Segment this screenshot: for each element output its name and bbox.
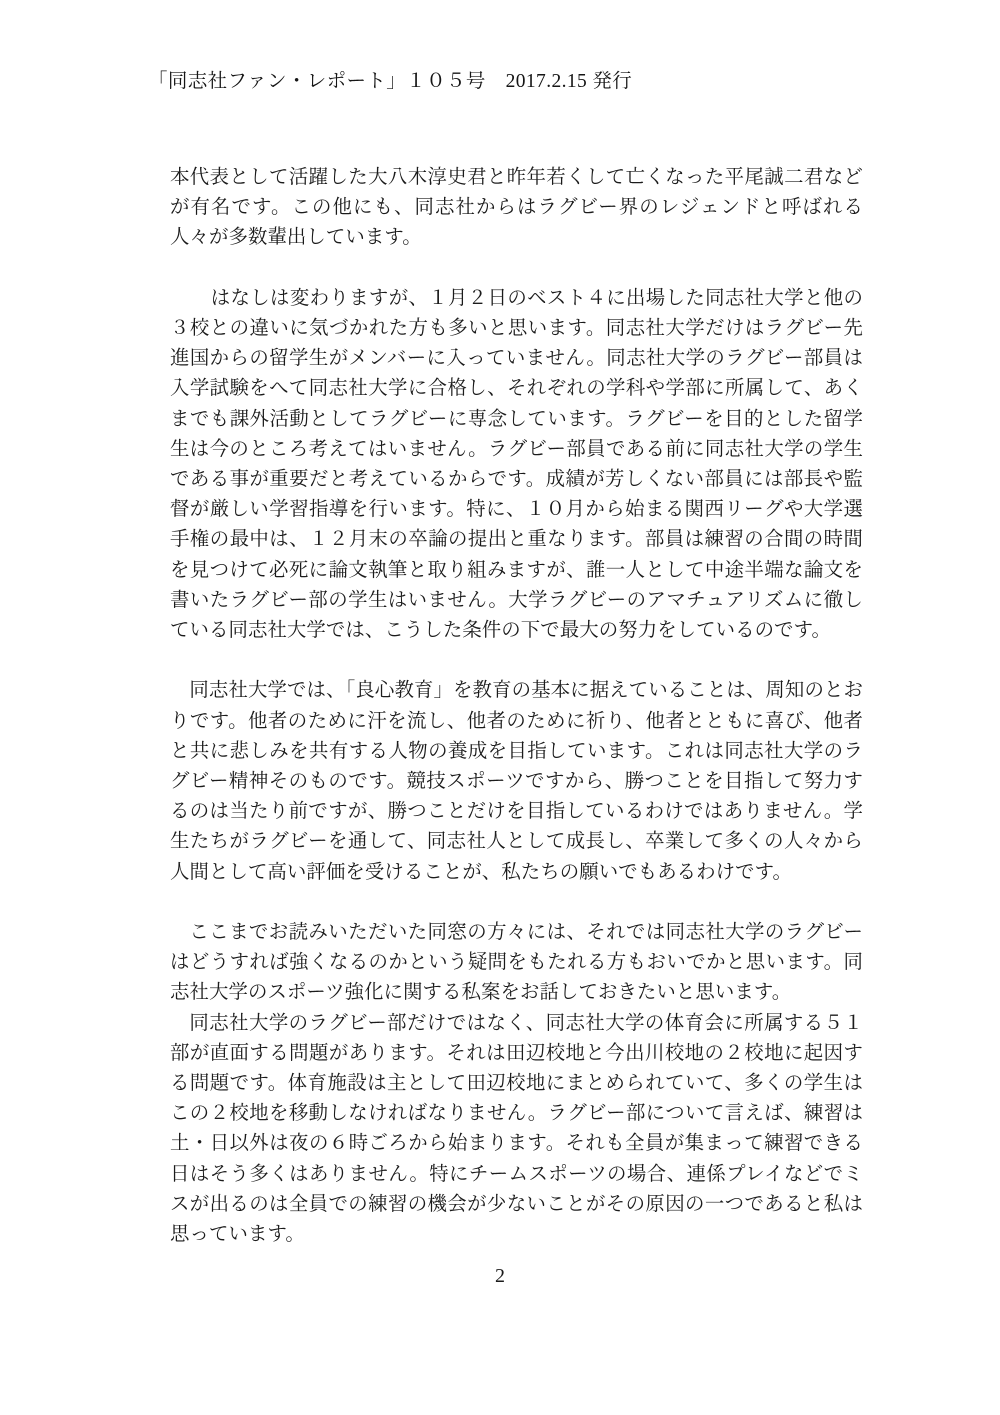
body-text-block [170, 163, 863, 1250]
paragraph-4: ここまでお読みいただいた同窓の方々には、それでは同志社大学のラグビーはどうすれば強くなるのかという疑問をもたれる方もおいでかと思います。同志社大学のスポーツ強化に関する私案をお話しておきたいと思います。 [170, 922, 863, 1004]
paragraph-3: 同志社大学では、「良心教育」を教育の基本に据えていることは、周知のとおりです。他者のために汗を流し、他者のために祈り、他者とともに喜び、他者と共に悲しみを共有する人物の養成を目指しています。これは同志社大学のラグビー精神そのものです。競技スポーツですから、勝つことを目指して努力するのは当たり前ですが、勝つことだけを目指しているわけではありません。学生たちがラグビーを通して、同志社人として成長し、卒業して多くの人々から人間として高い評価を受けることが、私たちの願いでもあるわけです。 [170, 680, 863, 883]
paragraph-5: 同志社大学のラグビー部だけではなく、同志社大学の体育会に所属する５１部が直面する問題があります。それは田辺校地と今出川校地の２校地に起因する問題です。体育施設は主として田辺校地にまとめられていて、多くの学生はこの２校地を移動しなければなりません。ラグビー部について言えば、練習は土・日以外は夜の６時ごろから始まります。それも全員が集まって練習できる日はそう多くはありません。特にチームスポーツの場合、連係プレイなどでミスが出るのは全員での練習の機会が少ないことがその原因の一つであると私は思っています。 [170, 1012, 863, 1246]
document-header: 「同志社ファン・レポート」１０５号 2017.2.15 発行 [148, 71, 633, 92]
paragraph-2: はなしは変わりますが、１月２日のベスト４に出場した同志社大学と他の３校との違いに気づかれた方も多いと思います。同志社大学だけはラグビー先進国からの留学生がメンバーに入っていません。同志社大学のラグビー部員は入学試験をへて同志社大学に合格し、それぞれの学科や学部に所属して、あくまでも課外活動としてラグビーに専念しています。ラグビーを目的とした留学生は今のところ考えてはいません。ラグビー部員である前に同志社大学の学生である事が重要だと考えているからです。成績が芳しくない部員には部長や監督が厳しい学習指導を行います。特に、１０月から始まる関西リーグや大学選手権の最中は、１２月末の卒論の提出と重なります。部員は練習の合間の時間を見つけて必死に論文執筆と取り組みますが、誰一人として中途半端な論文を書いたラグビー部の学生はいません。大学ラグビーのアマチュアリズムに徹している同志社大学では、こうした条件の下で最大の努力をしているのです。 [170, 287, 863, 642]
paragraph-1: 本代表として活躍した大八木淳史君と昨年若くして亡くなった平尾誠二君などが有名です。この他にも、同志社からはラグビー界のレジェンドと呼ばれる人々が多数輩出しています。 [170, 167, 863, 249]
page-number: 2 [495, 1265, 505, 1287]
